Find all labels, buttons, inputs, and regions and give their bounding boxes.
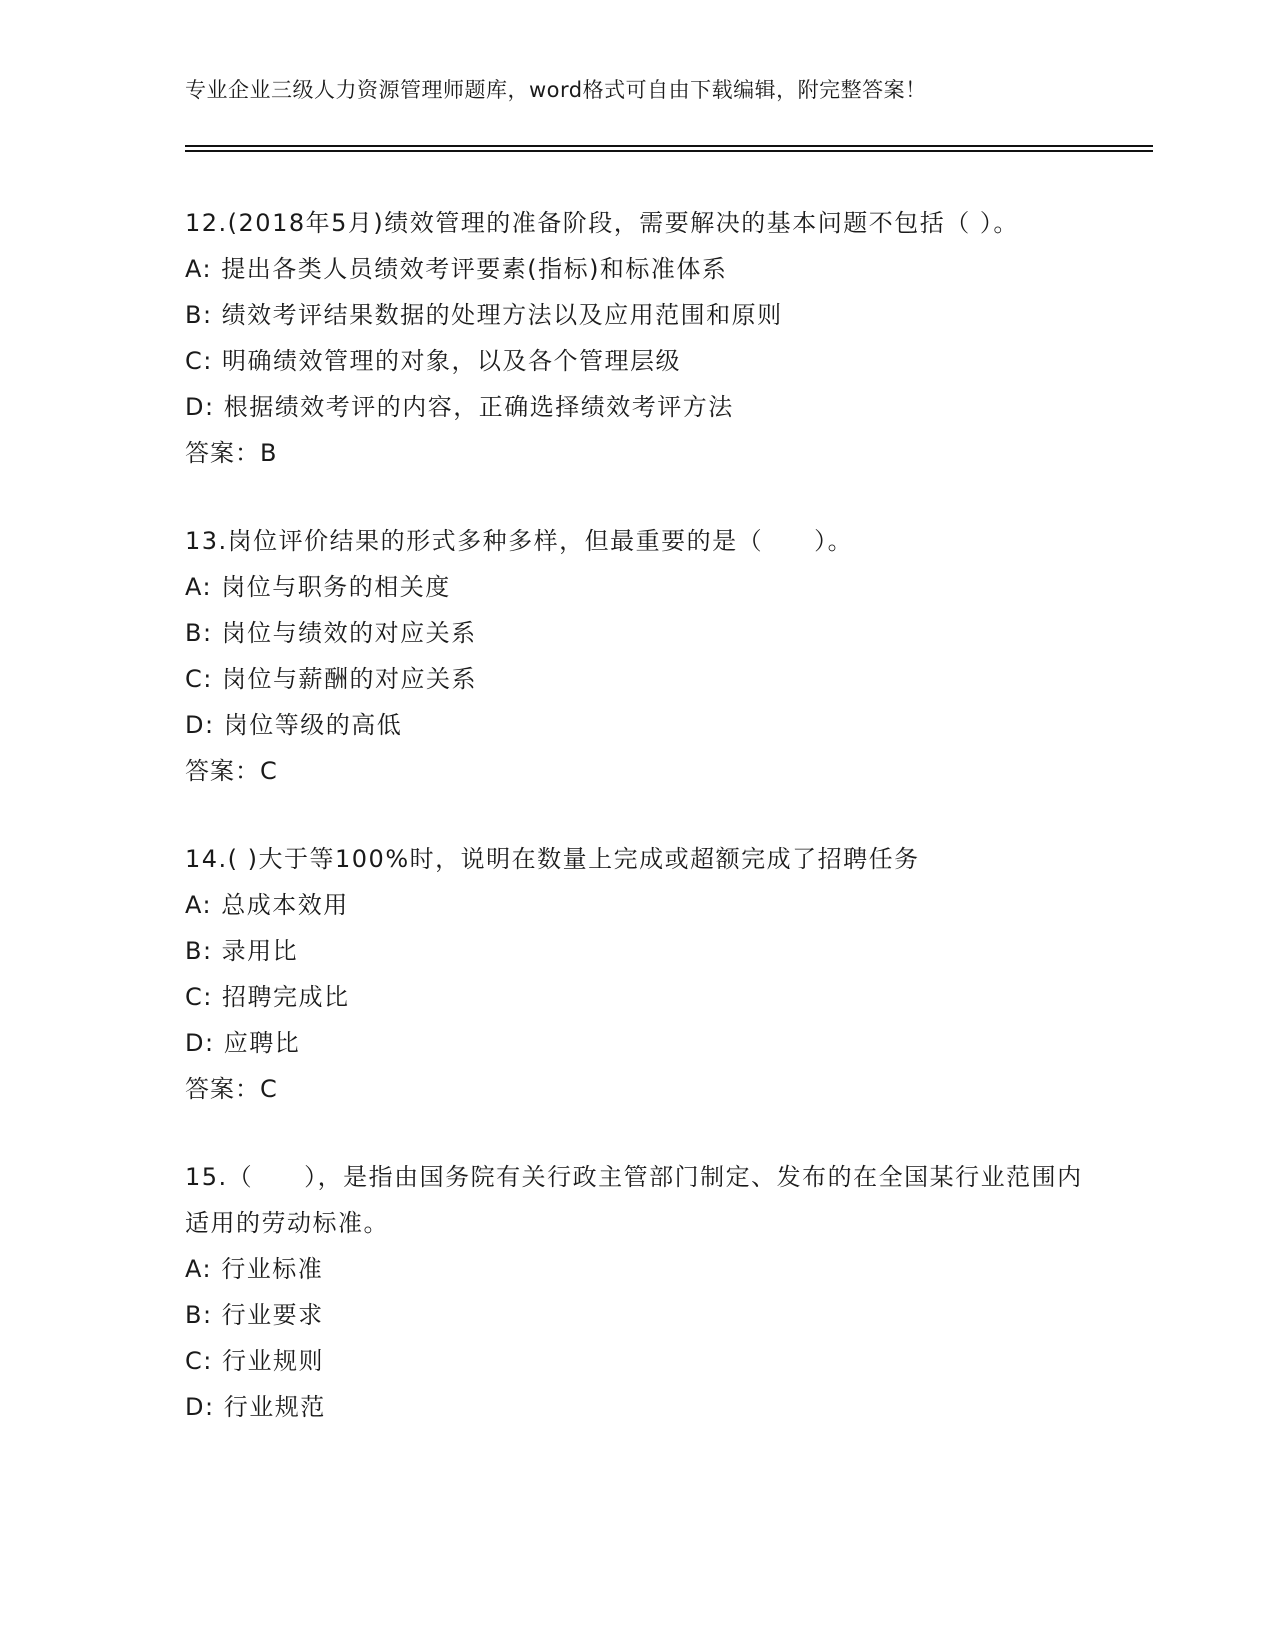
option-b: B: 行业要求 (185, 1301, 324, 1329)
question-stem: 15.（ ），是指由国务院有关行政主管部门制定、发布的在全国某行业范围内适用的劳动标准。 (185, 1163, 1083, 1237)
option-c: C: 招聘完成比 (185, 983, 350, 1011)
option-c: C: 明确绩效管理的对象，以及各个管理层级 (185, 347, 681, 375)
question-stem: 14.( )大于等100%时，说明在数量上完成或超额完成了招聘任务 (185, 845, 920, 873)
option-a: A: 提出各类人员绩效考评要素(指标)和标准体系 (185, 255, 728, 283)
option-c: C: 岗位与薪酬的对应关系 (185, 665, 477, 693)
question-12 (185, 200, 1085, 476)
option-c: C: 行业规则 (185, 1347, 324, 1375)
option-a: A: 岗位与职务的相关度 (185, 573, 451, 601)
answer-line: 答案：C (185, 1075, 278, 1103)
page-header: 专业企业三级人力资源管理师题库，word格式可自由下载编辑，附完整答案！ (185, 78, 927, 102)
question-stem: 13.岗位评价结果的形式多种多样，但最重要的是（ ）。 (185, 527, 854, 555)
question-14 (185, 836, 1085, 1112)
option-d: D: 应聘比 (185, 1029, 301, 1057)
question-13 (185, 518, 1085, 794)
option-d: D: 岗位等级的高低 (185, 711, 403, 739)
header-rule-top (185, 145, 1153, 147)
option-b: B: 录用比 (185, 937, 299, 965)
option-a: A: 行业标准 (185, 1255, 324, 1283)
answer-line: 答案：B (185, 439, 278, 467)
option-d: D: 根据绩效考评的内容，正确选择绩效考评方法 (185, 393, 734, 421)
option-a: A: 总成本效用 (185, 891, 349, 919)
header-rule-bottom (185, 150, 1153, 152)
option-d: D: 行业规范 (185, 1393, 326, 1421)
answer-line: 答案：C (185, 757, 278, 785)
question-list (185, 200, 1085, 1472)
question-stem: 12.(2018年5月)绩效管理的准备阶段，需要解决的基本问题不包括（ ）。 (185, 209, 1019, 237)
option-b: B: 岗位与绩效的对应关系 (185, 619, 477, 647)
option-b: B: 绩效考评结果数据的处理方法以及应用范围和原则 (185, 301, 783, 329)
question-15 (185, 1154, 1085, 1430)
